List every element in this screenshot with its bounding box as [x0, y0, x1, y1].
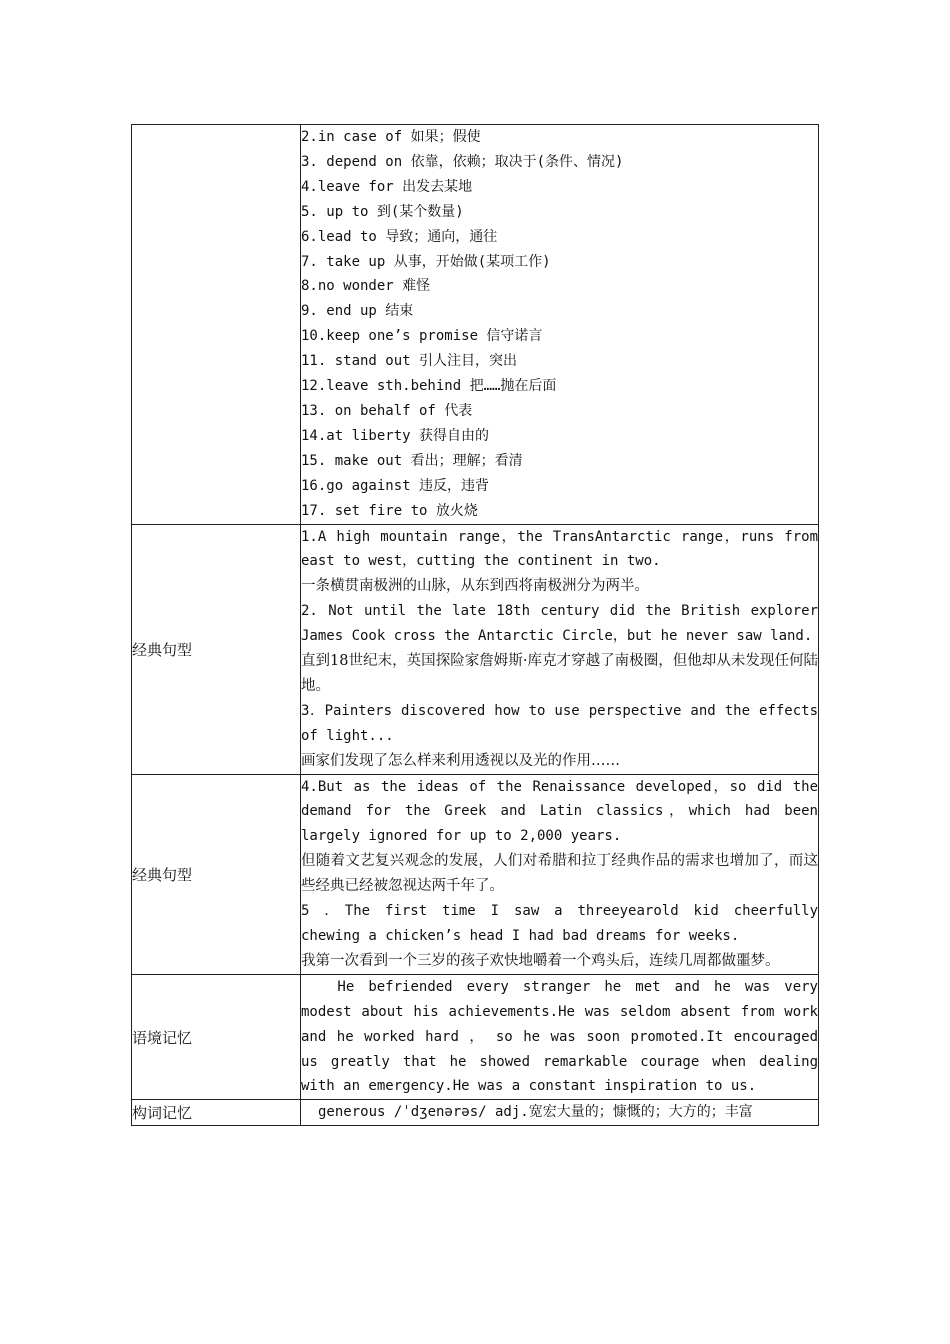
wordform-text: generous /ˈdʒenərəs/ adj.宽宏大量的；慷慨的；大方的；丰富: [318, 1104, 753, 1121]
sentences-cell-2: [301, 774, 819, 974]
section-label: 经典句型: [132, 774, 301, 974]
wordform-row: [132, 1100, 819, 1126]
phrase-item: 6.lead to 导致；通向，通往: [301, 228, 498, 245]
phrase-item: 11. stand out 引人注目，突出: [301, 353, 518, 370]
context-cell: [301, 974, 819, 1100]
context-paragraph: He befriended every stranger he met and he was very modest about his achievements.He was seldom absent from work and he worked hard ， so he was soon promoted.It encouraged us greatly that he showed remarkable courage when dealing with an emergency.He was a constant inspiration to us.: [301, 978, 818, 1095]
sentence-en: 4.But as the ideas of the Renaissance developed，so did the demand for the Greek and Latin classics，which had been largely ignored for up to 2,000 years.: [301, 778, 818, 845]
sentence-zh: 画家们发现了怎么样来利用透视以及光的作用……: [301, 752, 620, 769]
sentences-row-2: [132, 774, 819, 974]
sentence-en: 5 ．The first time I saw a threeyearold kid cheerfully chewing a chicken’s head I had bad dreams for weeks.: [301, 903, 818, 944]
section-label: 经典句型: [132, 524, 301, 774]
phrases-label-cell: [132, 125, 301, 525]
phrase-item: 12.leave sth.behind 把……抛在后面: [301, 378, 557, 395]
context-row: [132, 974, 819, 1100]
sentence-zh: 但随着文艺复兴观念的发展，人们对希腊和拉丁经典作品的需求也增加了，而这些经典已经被忽视达两千年了。: [301, 853, 818, 895]
sentence-zh: 我第一次看到一个三岁的孩子欢快地嚼着一个鸡头后，连续几周都做噩梦。: [301, 952, 780, 969]
phrase-item: 17. set fire to 放火烧: [301, 502, 478, 519]
wordform-cell: [301, 1100, 819, 1126]
phrase-item: 9. end up 结束: [301, 303, 414, 320]
phrase-item: 8.no wonder 难怪: [301, 278, 431, 295]
sentences-cell-1: [301, 524, 819, 774]
phrase-item: 5. up to 到(某个数量): [301, 203, 464, 220]
phrase-item: 14.at liberty 获得自由的: [301, 427, 490, 444]
vocab-table: [131, 124, 819, 1126]
phrase-item: 13. on behalf of 代表: [301, 402, 473, 419]
phrases-cell: [301, 125, 819, 525]
section-label: 构词记忆: [132, 1100, 301, 1126]
phrase-item: 4.leave for 出发去某地: [301, 178, 473, 195]
phrase-item: 2.in case of 如果；假使: [301, 129, 481, 145]
phrase-item: 3. depend on 依靠，依赖；取决于(条件、情况): [301, 153, 624, 170]
phrase-item: 7. take up 从事，开始做(某项工作): [301, 253, 551, 270]
sentence-zh: 直到18世纪末，英国探险家詹姆斯·库克才穿越了南极圈，但他却从未发现任何陆地。: [301, 653, 818, 694]
phrases-row: [132, 125, 819, 525]
sentence-en: 3．Painters discovered how to use perspective and the effects of light...: [301, 702, 818, 744]
phrase-item: 16.go against 违反，违背: [301, 477, 490, 494]
sentence-en: 1.A high mountain range，the TransAntarctic range，runs from east to west，cutting the continent in two.: [301, 528, 818, 570]
sentence-zh: 一条横贯南极洲的山脉，从东到西将南极洲分为两半。: [301, 578, 649, 595]
sentences-row-1: [132, 524, 819, 774]
phrase-item: 10.keep one’s promise 信守诺言: [301, 328, 543, 345]
phrase-item: 15. make out 看出；理解；看清: [301, 452, 523, 469]
sentence-en: 2. Not until the late 18th century did the British explorer James Cook cross the Antarctic Circle，but he never saw land.: [301, 603, 818, 645]
section-label: 语境记忆: [132, 974, 301, 1100]
